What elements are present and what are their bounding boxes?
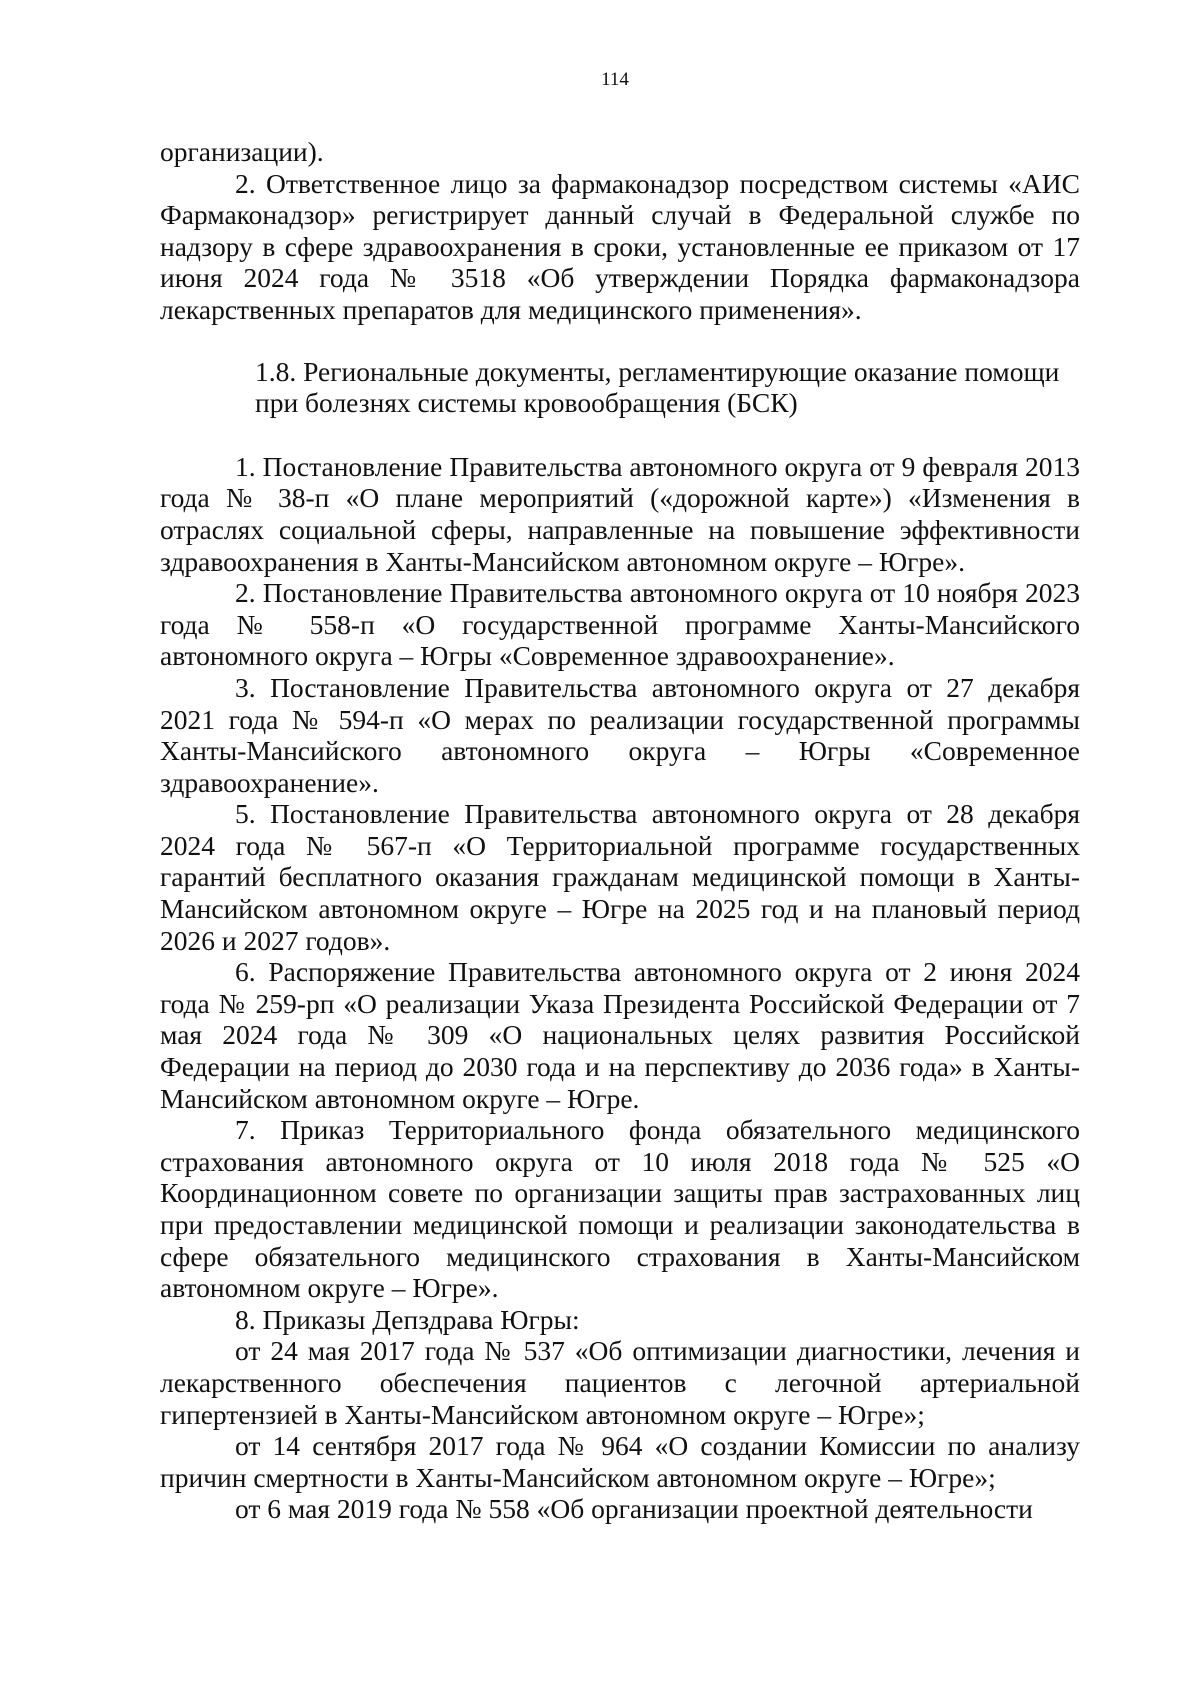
document-list-item-2: 2. Постановление Правительства автономного округа от 10 ноября 2023 года № 558-п «О государственной программе Ханты-Мансийского автономного округа – Югры «Современное здравоохранение».	[160, 577, 1080, 672]
document-list-item-6: 6. Распоряжение Правительства автономного округа от 2 июня 2024 года № 259-рп «О реализации Указа Президента Российской Федерации от 7 мая 2024 года № 309 «О национальных целях развития Российской Федерации на период до 2030 года и на перспективу до 2036 года» в Ханты-Мансийском автономном округе – Югре.	[160, 956, 1080, 1114]
document-body	[160, 136, 1080, 1525]
section-heading	[160, 356, 1080, 419]
section-heading-line-1: 1.8. Региональные документы, регламентирующие оказание помощи	[255, 355, 1060, 387]
document-list-item-3: 3. Постановление Правительства автономного округа от 27 декабря 2021 года № 594-п «О мерах по реализации государственной программы Ханты-Мансийского автономного округа – Югры «Современное здравоохранение».	[160, 671, 1080, 798]
paragraph-continuation: организации).	[160, 136, 324, 167]
document-list-item-5: 5. Постановление Правительства автономного округа от 28 декабря 2024 года № 567-п «О Территориальной программе государственных гарантий бесплатного оказания гражданам медицинской помощи в Ханты-Мансийском автономном округе – Югре на 2025 год и на плановый период 2026 и 2027 годов».	[160, 798, 1080, 956]
order-entry-558: от 6 мая 2019 года № 558 «Об организации проектной деятельности	[235, 1493, 1033, 1525]
document-list-item-8: 8. Приказы Депздрава Югры:	[235, 1303, 580, 1335]
page-number: 114	[601, 69, 629, 90]
document-list-item-1: 1. Постановление Правительства автономного округа от 9 февраля 2013 года № 38-п «О плане мероприятий («дорожной карте») «Изменения в отраслях социальной сферы, направленные на повышение эффективности здравоохранения в Ханты-Мансийском автономном округе – Югре».	[160, 450, 1080, 577]
spacer	[160, 326, 1080, 356]
section-heading-line-2: при болезнях системы кровообращения (БСК)	[255, 387, 798, 419]
paragraph-item-2-pharmacovigilance: 2. Ответственное лицо за фармаконадзор посредством системы «АИС Фармаконадзор» регистрирует данный случай в Федеральной службе по надзору в сфере здравоохранения в сроки, установленные ее приказом от 17 июня 2024 года № 3518 «Об утверждении Порядка фармаконадзора лекарственных препаратов для медицинского применения».	[160, 167, 1080, 325]
document-list-item-7: 7. Приказ Территориального фонда обязательного медицинского страхования автономного округа от 10 июля 2018 года № 525 «О Координационном совете по организации защиты прав застрахованных лиц при предоставлении медицинской помощи и реализации законодательства в сфере обязательного медицинского страхования в Ханты-Мансийском автономном округе – Югре».	[160, 1114, 1080, 1304]
spacer	[160, 419, 1080, 451]
order-entry-537: от 24 мая 2017 года № 537 «Об оптимизации диагностики, лечения и лекарственного обеспечения пациентов с легочной артериальной гипертензией в Ханты-Мансийском автономном округе – Югре»;	[160, 1335, 1080, 1430]
order-entry-964: от 14 сентября 2017 года № 964 «О создании Комиссии по анализу причин смертности в Ханты-Мансийском автономном округе – Югре»;	[160, 1430, 1080, 1493]
